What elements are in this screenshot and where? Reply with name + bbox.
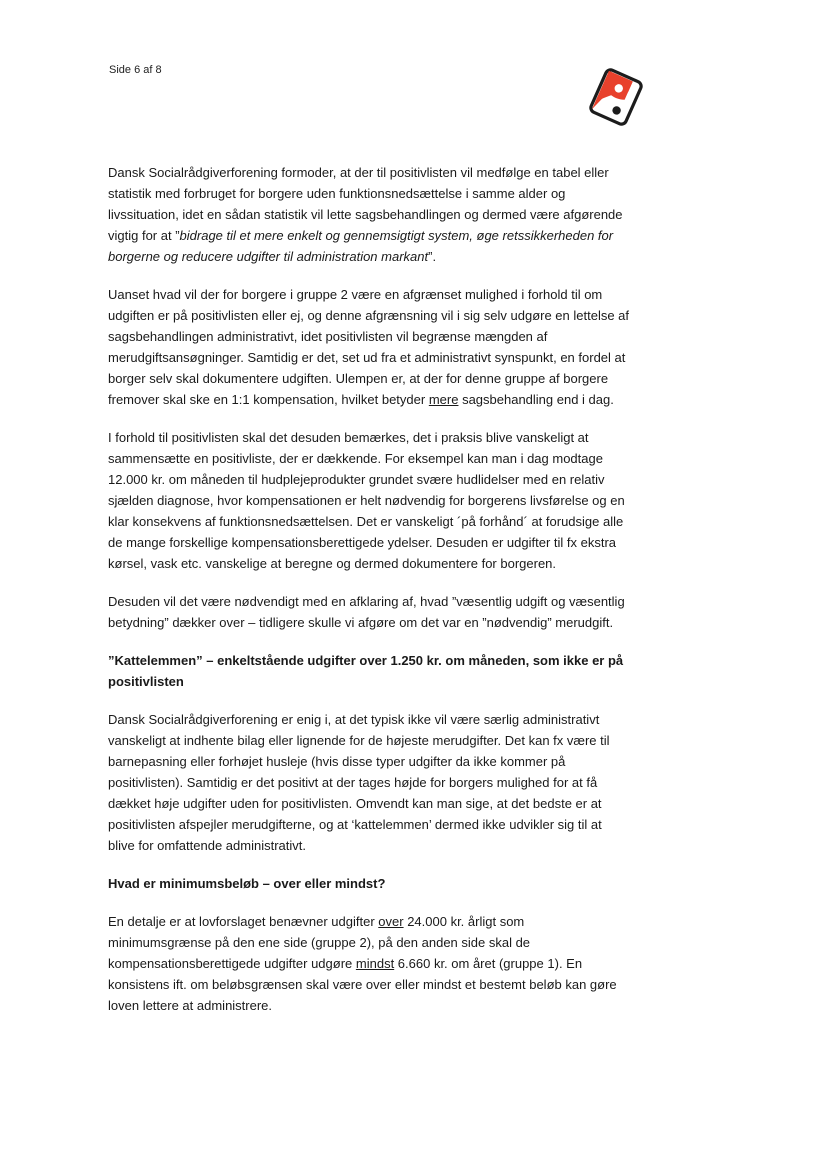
text-span: Dansk Socialrådgiverforening formoder, at der til positivlisten vil medfølge en tabel eller statistik med forbruget for borgere uden funktionsnedsættelse i samme alder og livssituation, idet en sådan statistik vil lette sagsbehandlingen og dermed være afgørende vigtig for at ” xyxy=(108,165,623,243)
dansk-socialraadgiverforening-logo xyxy=(585,66,647,128)
text-span: sagsbehandling end i dag. xyxy=(458,392,614,407)
text-span: bidrage til et mere enkelt og gennemsigtigt system, øge retssikkerheden for borgerne og reducere udgifter til administration markant xyxy=(108,228,614,264)
text-span: Desuden vil det være nødvendigt med en afklaring af, hvad ”væsentlig udgift og væsentlig betydning” dækker over – tidligere skulle vi afgøre om det var en ”nødvendig” merudgift. xyxy=(108,594,625,630)
section-heading xyxy=(108,873,630,894)
document-body xyxy=(108,162,630,1033)
text-span: over xyxy=(378,914,404,929)
text-span: mindst xyxy=(355,956,395,971)
section-heading xyxy=(108,650,630,692)
paragraph xyxy=(108,162,630,267)
page-number: Side 6 af 8 xyxy=(109,64,162,76)
paragraph xyxy=(108,427,630,574)
text-span: ”Kattelemmen” – enkeltstående udgifter over 1.250 kr. om måneden, som ikke er på positivlisten xyxy=(108,653,624,689)
text-span: Hvad er minimumsbeløb – over eller mindst? xyxy=(108,876,386,891)
paragraph xyxy=(108,911,630,1016)
text-span: En detalje er at lovforslaget benævner udgifter xyxy=(108,914,379,929)
text-span: mere xyxy=(428,392,459,407)
text-span: Uanset hvad vil der for borgere i gruppe 2 være en afgrænset mulighed i forhold til om udgiften er på positivlisten eller ej, og denne afgrænsning vil i sig selv udgøre en lettelse af sagsbehandlingen administrativt, idet positivlisten vil begrænse mængden af merudgiftsansøgninger. Samtidig er det, set ud fra et administrativt synspunkt, en fordel at borger selv skal dokumentere udgiften. Ulempen er, at der for denne gruppe af borgere fremover skal ske en 1:1 kompensation, hvilket betyder xyxy=(108,287,630,407)
paragraph xyxy=(108,284,630,410)
paragraph xyxy=(108,709,630,856)
text-span: 24.000 kr. årligt som minimumsgrænse på den ene side (gruppe 2), på den anden side skal de kompensationsberettigede udgifter udgøre xyxy=(108,914,531,971)
text-span: Dansk Socialrådgiverforening er enig i, at det typisk ikke vil være særlig administrativt vanskeligt at indhente bilag eller lignende for de højeste merudgifter. Det kan fx være til barnepasning eller forhøjet husleje (hvis disse typer udgifter da ikke kommer på positivlisten). Samtidig er det positivt at der tages højde for borgers mulighed for at få dækket høje udgifter uden for positivlisten. Omvendt kan man sige, at det bedste er at positivlisten afspejler merudgifterne, og at ‘kattelemmen’ dermed ikke udvikler sig til at blive for omfattende administrativt. xyxy=(108,712,610,853)
text-span: I forhold til positivlisten skal det desuden bemærkes, det i praksis blive vanskeligt at sammensætte en positivliste, der er dækkende. For eksempel kan man i dag modtage 12.000 kr. om måneden til hudplejeprodukter grundet svære hudlidelser med en relativ sjælden diagnose, hvor kompensationen er helt nødvendig for borgerens livsførelse og en klar konsekvens af funktionsnedsættelsen. Det er vanskeligt ´på forhånd´ at forudsige alle de mange forskellige kompensationsberettigede ydelser. Desuden er udgifter til fx ekstra kørsel, vask etc. vanskelige at beregne og dermed dokumentere for borgeren. xyxy=(108,430,625,571)
paragraph xyxy=(108,591,630,633)
text-span: 6.660 kr. om året (gruppe 1). En konsistens ift. om beløbsgrænsen skal være over eller mindst et bestemt beløb kan gøre loven lettere at administrere. xyxy=(108,956,617,1013)
text-span: ”. xyxy=(428,249,437,264)
